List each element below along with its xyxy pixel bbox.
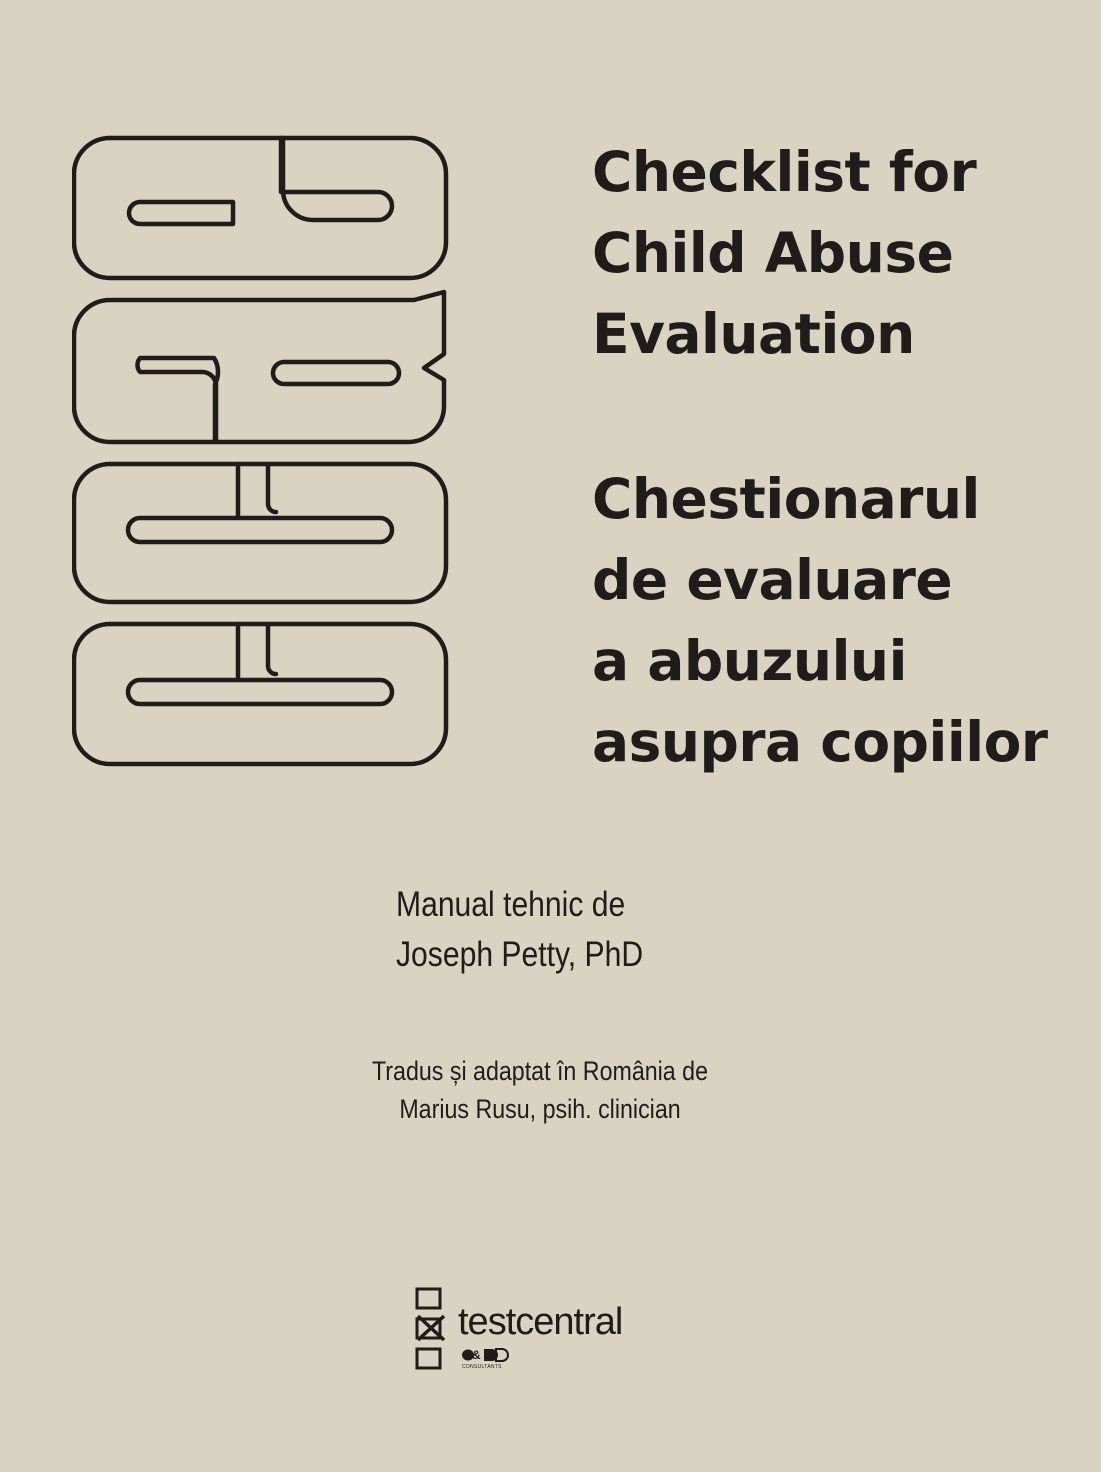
manual-label: Manual tehnic de <box>396 885 626 924</box>
title-block <box>592 132 1092 783</box>
romanian-title-line: de evaluare <box>592 548 953 612</box>
romanian-title-line: a abuzului <box>592 629 907 693</box>
svg-text:&: & <box>472 1348 481 1362</box>
romanian-title-line: asupra copiilor <box>592 710 1048 774</box>
manual-author-block <box>396 880 816 980</box>
checkbox-list-icon <box>414 1286 446 1372</box>
author-name: Joseph Petty, PhD <box>396 935 644 974</box>
translation-label: Tradus și adaptat în România de <box>371 1056 709 1086</box>
publisher-name: testcentral <box>458 1301 623 1343</box>
english-title-line: Evaluation <box>592 302 915 366</box>
english-title-line: Checklist for <box>592 140 977 204</box>
translation-credit <box>300 1052 780 1128</box>
translator-name: Marius Rusu, psih. clinician <box>399 1094 681 1124</box>
publisher-logo <box>414 1286 674 1376</box>
english-title-line: Child Abuse <box>592 221 954 285</box>
ccae-logo-icon <box>72 132 452 768</box>
consultants-label: CONSULTANTS <box>462 1364 502 1370</box>
title-spacer <box>592 375 1092 459</box>
romanian-title-line: Chestionarul <box>592 467 980 531</box>
